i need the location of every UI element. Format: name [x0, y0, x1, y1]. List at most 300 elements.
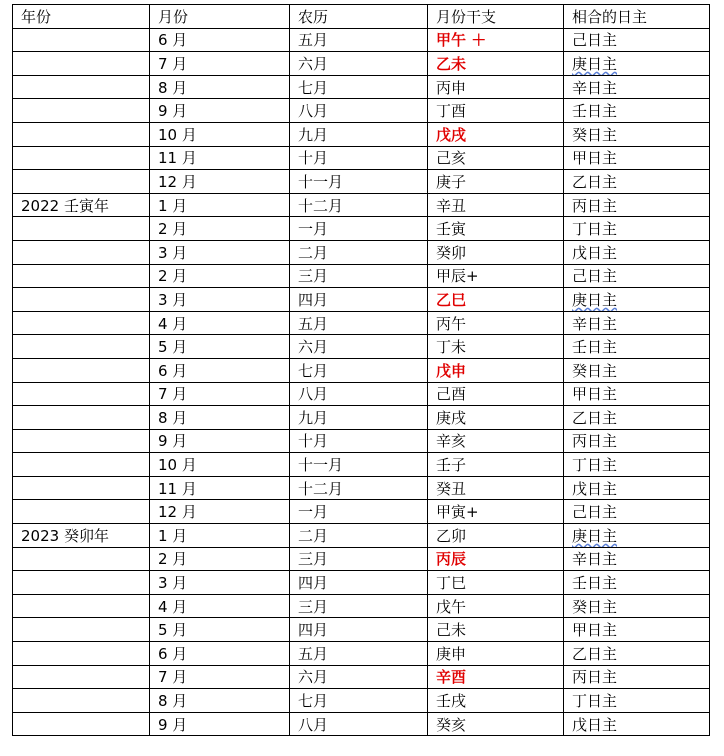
cell-day-master-text: 己日主 [572, 503, 618, 522]
cell-day-master-text: 甲日主 [572, 621, 618, 640]
cell-lunar [290, 665, 428, 689]
cell-ganzhi [428, 288, 564, 312]
cell-month-text: 10 月 [158, 456, 197, 475]
cell-day-master-text: 乙日主 [572, 644, 618, 663]
cell-year [13, 358, 150, 382]
table-row [13, 122, 710, 146]
cell-day-master [564, 618, 710, 642]
cell-day-master [564, 665, 710, 689]
cell-lunar [290, 642, 428, 666]
cell-day-master [564, 52, 710, 76]
table-row [13, 146, 710, 170]
cell-month [150, 406, 290, 430]
table-row [13, 52, 710, 76]
cell-lunar [290, 453, 428, 477]
table-row [13, 335, 710, 359]
cell-ganzhi [428, 311, 564, 335]
cell-ganzhi [428, 406, 564, 430]
table-row [13, 240, 710, 264]
cell-day-master [564, 642, 710, 666]
cell-ganzhi-text: 庚申 [436, 644, 467, 663]
cell-year [13, 571, 150, 595]
cell-lunar [290, 217, 428, 241]
cell-year [13, 146, 150, 170]
cell-ganzhi-text: 庚戌 [436, 408, 467, 427]
cell-lunar-text: 四月 [298, 621, 329, 640]
cell-ganzhi [428, 28, 564, 52]
cell-lunar-text: 九月 [298, 408, 329, 427]
table-row [13, 406, 710, 430]
cell-day-master-text: 戊日主 [572, 715, 618, 734]
cell-day-master-text: 丁日主 [572, 692, 618, 711]
cell-year [13, 122, 150, 146]
cell-lunar [290, 429, 428, 453]
cell-year [13, 429, 150, 453]
table-row [13, 429, 710, 453]
cell-lunar-text: 三月 [298, 267, 329, 286]
cell-year [13, 453, 150, 477]
cell-ganzhi [428, 335, 564, 359]
cell-ganzhi [428, 170, 564, 194]
cell-ganzhi [428, 476, 564, 500]
cell-ganzhi-text: 壬子 [436, 456, 467, 475]
cell-lunar [290, 28, 428, 52]
cell-month [150, 288, 290, 312]
cell-day-master [564, 382, 710, 406]
cell-year [13, 594, 150, 618]
table-header [13, 5, 710, 29]
cell-ganzhi-text: 戊午 [436, 597, 467, 616]
cell-year [13, 170, 150, 194]
cell-day-master [564, 594, 710, 618]
cell-lunar [290, 712, 428, 736]
cell-ganzhi-text: 丁酉 [436, 102, 467, 121]
cell-day-master-text: 庚日主 [572, 290, 618, 309]
cell-year [13, 406, 150, 430]
cell-ganzhi [428, 146, 564, 170]
cell-month [150, 642, 290, 666]
cell-month [150, 99, 290, 123]
cell-month-text: 9 月 [158, 432, 188, 451]
cell-month [150, 547, 290, 571]
cell-year [13, 689, 150, 713]
table-row [13, 712, 710, 736]
cell-day-master-text: 辛日主 [572, 78, 618, 97]
cell-month-text: 8 月 [158, 408, 188, 427]
cell-month-text: 9 月 [158, 102, 188, 121]
cell-ganzhi-text: 戊申 [436, 361, 467, 380]
cell-day-master-text: 癸日主 [572, 361, 618, 380]
cell-month [150, 476, 290, 500]
header-year: 年份 [13, 5, 150, 29]
cell-day-master [564, 689, 710, 713]
cell-month-text: 7 月 [158, 385, 188, 404]
cell-day-master [564, 75, 710, 99]
cell-lunar [290, 406, 428, 430]
cell-day-master [564, 217, 710, 241]
cell-month [150, 52, 290, 76]
cell-ganzhi [428, 524, 564, 548]
cell-year-text: 2023 癸卯年 [21, 526, 109, 545]
cell-ganzhi-text: 丁未 [436, 338, 467, 357]
cell-month-text: 11 月 [158, 149, 197, 168]
cell-ganzhi-text: 壬戌 [436, 692, 467, 711]
table-row [13, 547, 710, 571]
cell-month-text: 3 月 [158, 290, 188, 309]
cell-month-text: 2 月 [158, 220, 188, 239]
cell-month-text: 2 月 [158, 550, 188, 569]
table-row [13, 689, 710, 713]
cell-lunar-text: 八月 [298, 715, 329, 734]
cell-ganzhi-text: 癸卯 [436, 243, 467, 262]
cell-month-text: 1 月 [158, 196, 188, 215]
cell-lunar [290, 571, 428, 595]
cell-day-master [564, 311, 710, 335]
cell-day-master-text: 丙日主 [572, 668, 618, 687]
cell-day-master [564, 453, 710, 477]
cell-lunar [290, 358, 428, 382]
cell-lunar [290, 288, 428, 312]
cell-lunar-text: 十月 [298, 149, 329, 168]
cell-month [150, 193, 290, 217]
cell-year [13, 311, 150, 335]
cell-day-master-text: 丙日主 [572, 196, 618, 215]
cell-month-text: 2 月 [158, 267, 188, 286]
cell-ganzhi-text: 己酉 [436, 385, 467, 404]
cell-day-master [564, 288, 710, 312]
cell-month-text: 4 月 [158, 314, 188, 333]
cell-ganzhi-text: 壬寅 [436, 220, 467, 239]
cell-month [150, 571, 290, 595]
ganzhi-table [12, 4, 710, 736]
cell-ganzhi-text: 己亥 [436, 149, 467, 168]
cell-month-text: 6 月 [158, 644, 188, 663]
cell-lunar-text: 四月 [298, 290, 329, 309]
cell-lunar [290, 193, 428, 217]
cell-day-master [564, 264, 710, 288]
cell-month-text: 5 月 [158, 621, 188, 640]
cell-day-master [564, 500, 710, 524]
cell-lunar-text: 一月 [298, 220, 329, 239]
cell-day-master-text: 庚日主 [572, 54, 618, 73]
cell-ganzhi [428, 429, 564, 453]
cell-day-master [564, 122, 710, 146]
cell-year [13, 240, 150, 264]
cell-lunar-text: 九月 [298, 125, 329, 144]
cell-ganzhi [428, 594, 564, 618]
cell-ganzhi [428, 75, 564, 99]
cell-ganzhi-text: 丙申 [436, 78, 467, 97]
cell-lunar [290, 311, 428, 335]
cell-ganzhi-text: 丙午 [436, 314, 467, 333]
cell-day-master-text: 乙日主 [572, 408, 618, 427]
cell-ganzhi [428, 122, 564, 146]
cell-ganzhi-text: 乙巳 [436, 290, 467, 309]
cell-day-master-text: 甲日主 [572, 385, 618, 404]
table-row [13, 571, 710, 595]
cell-lunar [290, 146, 428, 170]
cell-lunar-text: 一月 [298, 503, 329, 522]
table-row [13, 665, 710, 689]
cell-lunar-text: 十二月 [298, 479, 344, 498]
cell-month [150, 689, 290, 713]
cell-month [150, 75, 290, 99]
cell-year [13, 217, 150, 241]
table-row [13, 217, 710, 241]
cell-day-master [564, 712, 710, 736]
cell-ganzhi-text: 庚子 [436, 172, 467, 191]
table-row [13, 453, 710, 477]
cell-year [13, 665, 150, 689]
cell-month-text: 12 月 [158, 172, 197, 191]
cell-ganzhi [428, 665, 564, 689]
table-row [13, 524, 710, 548]
table-row [13, 288, 710, 312]
cell-lunar [290, 382, 428, 406]
cell-year [13, 52, 150, 76]
cell-lunar-text: 十二月 [298, 196, 344, 215]
table-row [13, 193, 710, 217]
cell-lunar-text: 八月 [298, 102, 329, 121]
cell-ganzhi-text: 辛丑 [436, 196, 467, 215]
cell-ganzhi-text: 戊戌 [436, 125, 467, 144]
cell-year [13, 264, 150, 288]
cell-day-master-text: 癸日主 [572, 125, 618, 144]
table-row [13, 358, 710, 382]
cell-month-text: 7 月 [158, 54, 188, 73]
cell-month [150, 311, 290, 335]
header-day-master: 相合的日主 [564, 5, 710, 29]
cell-month [150, 28, 290, 52]
cell-ganzhi [428, 382, 564, 406]
cell-ganzhi-text: 癸亥 [436, 715, 467, 734]
cell-year [13, 642, 150, 666]
table-row [13, 382, 710, 406]
header-ganzhi: 月份干支 [428, 5, 564, 29]
cell-ganzhi [428, 571, 564, 595]
cell-day-master [564, 524, 710, 548]
cell-lunar-text: 五月 [298, 314, 329, 333]
cell-lunar-text: 二月 [298, 526, 329, 545]
cell-month [150, 594, 290, 618]
cell-ganzhi [428, 547, 564, 571]
cell-day-master [564, 571, 710, 595]
cell-day-master-text: 壬日主 [572, 574, 618, 593]
cell-month [150, 358, 290, 382]
cell-day-master-text: 辛日主 [572, 550, 618, 569]
cell-ganzhi [428, 642, 564, 666]
cell-day-master [564, 406, 710, 430]
cell-lunar [290, 122, 428, 146]
cell-month-text: 4 月 [158, 597, 188, 616]
cell-day-master [564, 335, 710, 359]
cell-lunar-text: 七月 [298, 692, 329, 711]
cell-month [150, 122, 290, 146]
cell-year [13, 524, 150, 548]
cell-month [150, 500, 290, 524]
table-row [13, 500, 710, 524]
cell-lunar-text: 六月 [298, 338, 329, 357]
cell-day-master [564, 99, 710, 123]
cell-year [13, 99, 150, 123]
cell-year [13, 618, 150, 642]
cell-lunar [290, 594, 428, 618]
cell-day-master [564, 170, 710, 194]
cell-lunar-text: 三月 [298, 550, 329, 569]
table-row [13, 75, 710, 99]
cell-month [150, 146, 290, 170]
cell-day-master-text: 戊日主 [572, 243, 618, 262]
cell-lunar [290, 240, 428, 264]
table-row [13, 618, 710, 642]
cell-ganzhi [428, 500, 564, 524]
cell-day-master-text: 甲日主 [572, 149, 618, 168]
cell-ganzhi-text: 辛亥 [436, 432, 467, 451]
cell-day-master-text: 戊日主 [572, 479, 618, 498]
cell-month [150, 217, 290, 241]
table-row [13, 28, 710, 52]
cell-lunar [290, 52, 428, 76]
cell-day-master [564, 547, 710, 571]
cell-day-master [564, 240, 710, 264]
cell-lunar [290, 75, 428, 99]
table-row [13, 264, 710, 288]
cell-lunar [290, 264, 428, 288]
table-row [13, 99, 710, 123]
cell-month-text: 11 月 [158, 479, 197, 498]
cell-lunar-text: 五月 [298, 31, 329, 50]
cell-ganzhi [428, 217, 564, 241]
cell-day-master-text: 癸日主 [572, 597, 618, 616]
cell-day-master [564, 28, 710, 52]
cell-day-master [564, 358, 710, 382]
cell-day-master-text: 丁日主 [572, 220, 618, 239]
cell-month [150, 665, 290, 689]
cell-month [150, 170, 290, 194]
cell-lunar [290, 500, 428, 524]
cell-year [13, 288, 150, 312]
cell-year [13, 193, 150, 217]
cell-month-text: 6 月 [158, 31, 188, 50]
cell-lunar-text: 八月 [298, 385, 329, 404]
cell-ganzhi [428, 193, 564, 217]
cell-lunar [290, 689, 428, 713]
cell-month-text: 3 月 [158, 574, 188, 593]
cell-ganzhi-text: 辛酉 [436, 668, 467, 687]
cell-month-text: 12 月 [158, 503, 197, 522]
table-row [13, 476, 710, 500]
cell-ganzhi [428, 689, 564, 713]
cell-year-text: 2022 壬寅年 [21, 196, 109, 215]
cell-lunar-text: 十一月 [298, 172, 344, 191]
cell-lunar-text: 二月 [298, 243, 329, 262]
cell-ganzhi-text: 丙辰 [436, 550, 467, 569]
cell-ganzhi [428, 712, 564, 736]
cell-day-master-text: 壬日主 [572, 338, 618, 357]
cell-lunar-text: 七月 [298, 78, 329, 97]
cell-lunar [290, 476, 428, 500]
cell-year [13, 28, 150, 52]
document-table-container [12, 4, 710, 736]
cell-month [150, 618, 290, 642]
cell-year [13, 547, 150, 571]
cell-month [150, 453, 290, 477]
header-lunar: 农历 [290, 5, 428, 29]
cell-month [150, 335, 290, 359]
cell-lunar-text: 六月 [298, 54, 329, 73]
cell-lunar-text: 十一月 [298, 456, 344, 475]
table-row [13, 311, 710, 335]
cell-month [150, 429, 290, 453]
cell-ganzhi [428, 52, 564, 76]
cell-ganzhi-text: 己未 [436, 621, 467, 640]
header-row [13, 5, 710, 29]
cell-ganzhi-text: 甲午 ＋ [436, 31, 487, 50]
cell-year [13, 335, 150, 359]
cell-ganzhi-text: 乙未 [436, 54, 467, 73]
cell-day-master-text: 丙日主 [572, 432, 618, 451]
cell-month-text: 9 月 [158, 715, 188, 734]
cell-lunar [290, 99, 428, 123]
cell-lunar-text: 六月 [298, 668, 329, 687]
cell-month [150, 382, 290, 406]
cell-month-text: 10 月 [158, 125, 197, 144]
cell-month-text: 7 月 [158, 668, 188, 687]
cell-ganzhi-text: 甲寅+ [436, 503, 479, 522]
cell-month-text: 8 月 [158, 78, 188, 97]
cell-lunar-text: 七月 [298, 361, 329, 380]
cell-day-master-text: 乙日主 [572, 172, 618, 191]
cell-year [13, 500, 150, 524]
cell-month-text: 5 月 [158, 338, 188, 357]
cell-lunar [290, 547, 428, 571]
cell-ganzhi [428, 358, 564, 382]
cell-ganzhi-text: 癸丑 [436, 479, 467, 498]
table-row [13, 642, 710, 666]
cell-month [150, 524, 290, 548]
cell-ganzhi [428, 453, 564, 477]
cell-lunar-text: 三月 [298, 597, 329, 616]
cell-month-text: 6 月 [158, 361, 188, 380]
cell-year [13, 382, 150, 406]
cell-ganzhi-text: 丁巳 [436, 574, 467, 593]
table-body [13, 28, 710, 736]
table-row [13, 594, 710, 618]
cell-day-master-text: 丁日主 [572, 456, 618, 475]
cell-day-master-text: 壬日主 [572, 102, 618, 121]
cell-month-text: 3 月 [158, 243, 188, 262]
cell-lunar [290, 618, 428, 642]
cell-month-text: 8 月 [158, 692, 188, 711]
cell-day-master [564, 146, 710, 170]
cell-month [150, 264, 290, 288]
cell-ganzhi-text: 甲辰+ [436, 267, 479, 286]
cell-ganzhi [428, 240, 564, 264]
cell-month [150, 712, 290, 736]
cell-day-master [564, 476, 710, 500]
cell-year [13, 476, 150, 500]
cell-day-master [564, 429, 710, 453]
table-row [13, 170, 710, 194]
cell-lunar-text: 四月 [298, 574, 329, 593]
cell-ganzhi [428, 618, 564, 642]
cell-ganzhi [428, 264, 564, 288]
cell-year [13, 712, 150, 736]
cell-lunar-text: 五月 [298, 644, 329, 663]
cell-day-master-text: 庚日主 [572, 526, 618, 545]
cell-month-text: 1 月 [158, 526, 188, 545]
cell-ganzhi [428, 99, 564, 123]
